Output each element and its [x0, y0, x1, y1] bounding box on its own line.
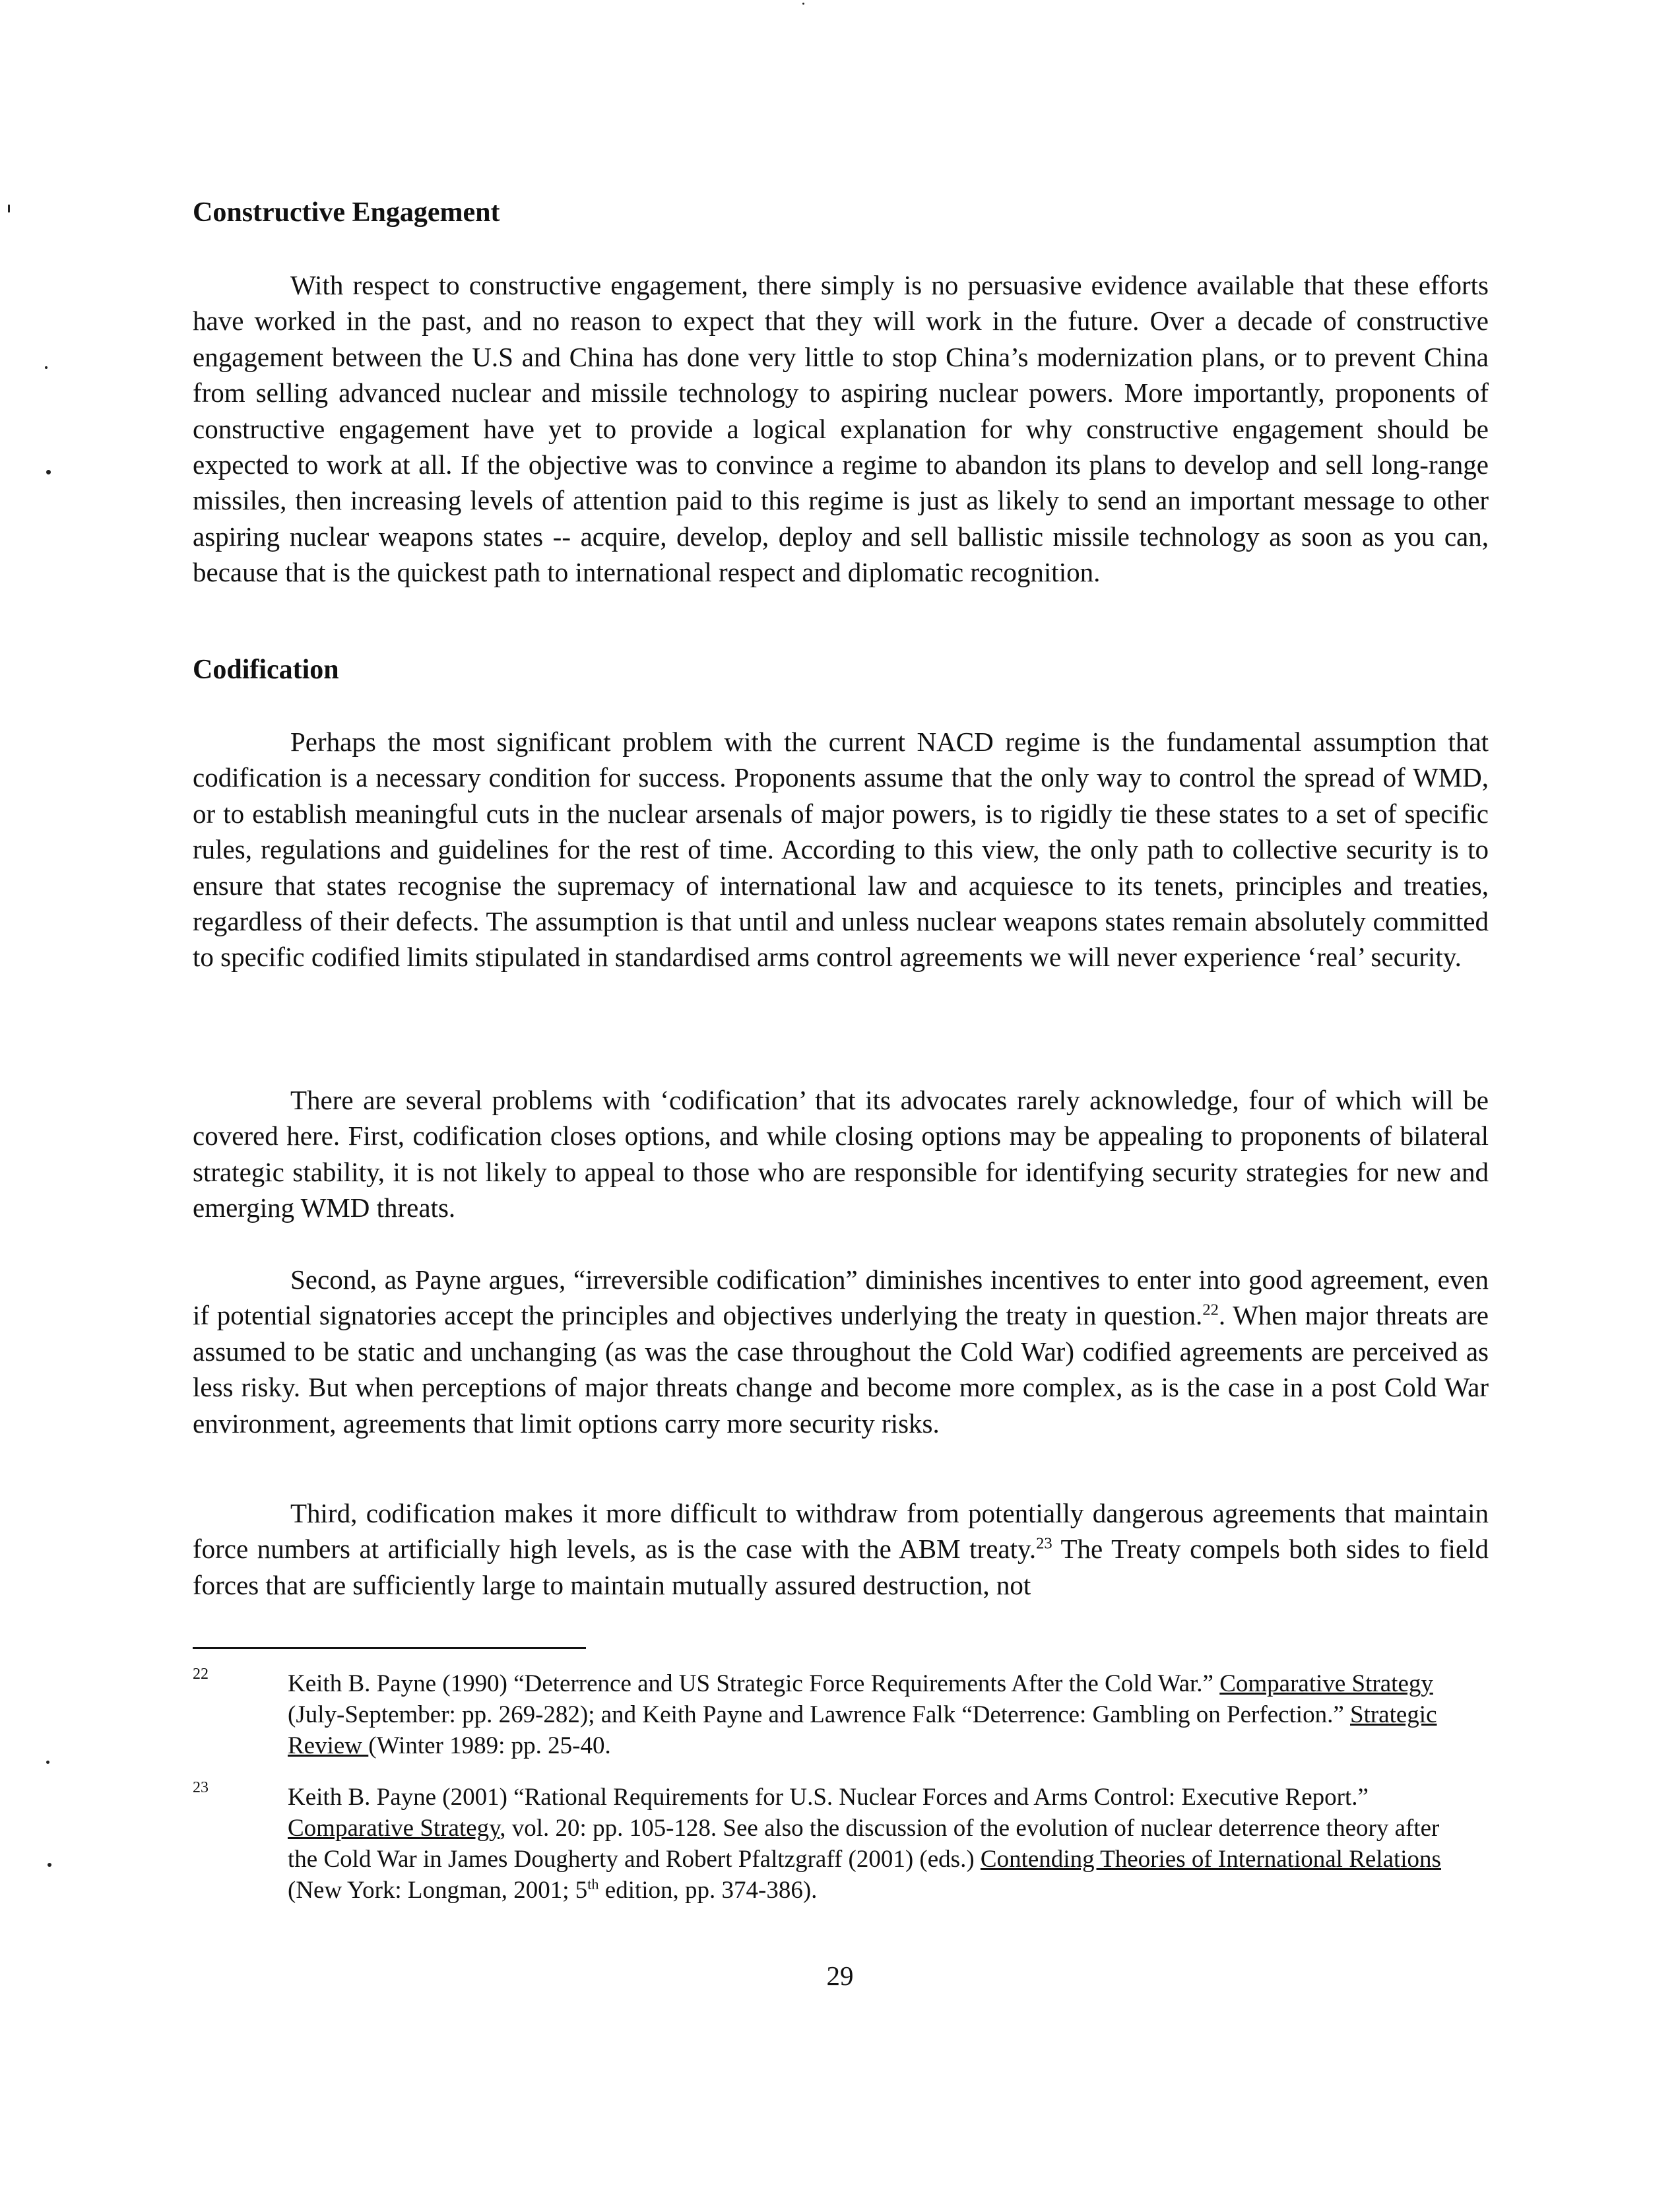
footnote-text-part: (Winter 1989: pp. 25-40.	[368, 1732, 611, 1759]
footnote-number: 23	[193, 1779, 209, 1796]
scan-speck	[8, 205, 10, 212]
scan-speck	[46, 470, 51, 474]
scan-speck	[46, 1761, 49, 1764]
scan-speck	[802, 3, 804, 5]
footnote-separator	[193, 1647, 586, 1649]
paragraph-text: Third, codification makes it more difficult to withdraw from potentially dangerous agreements that maintain force numbers at artificially high levels, as is the case with the ABM treaty.	[193, 1498, 1489, 1565]
citation-title: Contending Theories of International Relations	[980, 1846, 1441, 1873]
footnote-text	[288, 1668, 1462, 1761]
scan-speck	[45, 366, 48, 369]
footnote-text-part: Keith B. Payne (1990) “Deterrence and US Strategic Force Requirements After the Cold War.”	[288, 1670, 1220, 1697]
scan-speck	[48, 1863, 51, 1867]
footnote-23	[193, 1779, 1489, 1906]
section-heading-constructive-engagement: Constructive Engagement	[193, 197, 500, 228]
paragraph-codification-4	[193, 1495, 1489, 1603]
footnote-text-part: Keith B. Payne (2001) “Rational Requirements for U.S. Nuclear Forces and Arms Control: Executive Report.”	[288, 1784, 1369, 1811]
paragraph-codification-3	[193, 1262, 1489, 1441]
superscript: th	[587, 1875, 599, 1893]
paragraph-text: . When major threats are assumed to be static and unchanging (as was the case throughout the Cold War) codified agreements are perceived as less risky. But when perceptions of major threats change and become more complex, as is the case in a post Cold War environment, agreements that limit options carry more security risks.	[193, 1300, 1489, 1439]
paragraph-constructive-engagement: With respect to constructive engagement, there simply is no persuasive evidence available that these efforts have worked in the past, and no reason to expect that they will work in the future. Over a decade of constructive engagement between the U.S and China has done very little to stop China’s modernization plans, or to prevent China from selling advanced nuclear and missile technology to aspiring nuclear powers. More importantly, proponents of constructive engagement have yet to provide a logical explanation for why constructive engagement should be expected to work at all. If the objective was to convince a regime to abandon its plans to develop and sell long-range missiles, then increasing levels of attention paid to this regime is just as likely to send an important message to other aspiring nuclear weapons states -- acquire, develop, deploy and sell ballistic missile technology as soon as you can, because that is the quickest path to international respect and diplomatic recognition.	[193, 270, 1489, 588]
footnote-text-part: (July-September: pp. 269-282); and Keith Payne and Lawrence Falk “Deterrence: Gambling on Perfection.”	[288, 1701, 1350, 1728]
footnote-ref-22: 22	[1202, 1301, 1219, 1319]
footnote-text-part: (New York: Longman, 2001; 5	[288, 1877, 588, 1904]
footnote-number: 22	[193, 1666, 209, 1683]
footnote-text-part: , vol. 20: pp. 105-128. See also the discussion of the evolution of nuclear deterrence theory after the Cold War in James Dougherty and Robert Pfaltzgraff (2001) (eds.)	[288, 1815, 1440, 1873]
paragraph-text: Second, as Payne argues, “irreversible codification” diminishes incentives to enter into good agreement, even if potential signatories accept the principles and objectives underlying the treaty in question.	[193, 1264, 1489, 1331]
paragraph-codification-1: Perhaps the most significant problem with the current NACD regime is the fundamental assumption that codification is a necessary condition for success. Proponents assume that the only way to control the spread of WMD, or to establish meaningful cuts in the nuclear arsenals of major powers, is to rigidly tie these states to a set of specific rules, regulations and guidelines for the rest of time. According to this view, the only path to collective security is to ensure that states recognise the supremacy of international law and acquiesce to its tenets, principles and treaties, regardless of their defects. The assumption is that until and unless nuclear weapons states remain absolutely committed to specific codified limits stipulated in standardised arms control agreements we will never experience ‘real’ security.	[193, 727, 1489, 973]
footnote-22	[193, 1668, 1489, 1761]
section-heading-codification: Codification	[193, 655, 339, 685]
citation-title: Comparative Strategy	[1219, 1670, 1433, 1697]
paragraph-text: The Treaty compels both sides to field forces that are sufficiently large to maintain mutually assured destruction, not	[193, 1534, 1489, 1600]
footnote-ref-23: 23	[1036, 1534, 1052, 1553]
paragraph-codification-2: There are several problems with ‘codification’ that its advocates rarely acknowledge, four of which will be covered here. First, codification closes options, and while closing options may be appealing to proponents of bilateral strategic stability, it is not likely to appeal to those who are responsible for identifying security strategies for new and emerging WMD threats.	[193, 1085, 1489, 1223]
page-number: 29	[826, 1961, 854, 1991]
citation-title: Comparative Strategy	[288, 1815, 500, 1842]
footnote-text-part: edition, pp. 374-386).	[598, 1877, 818, 1904]
citation-title: Strategic Review	[288, 1701, 1437, 1759]
footnote-text	[288, 1782, 1462, 1906]
